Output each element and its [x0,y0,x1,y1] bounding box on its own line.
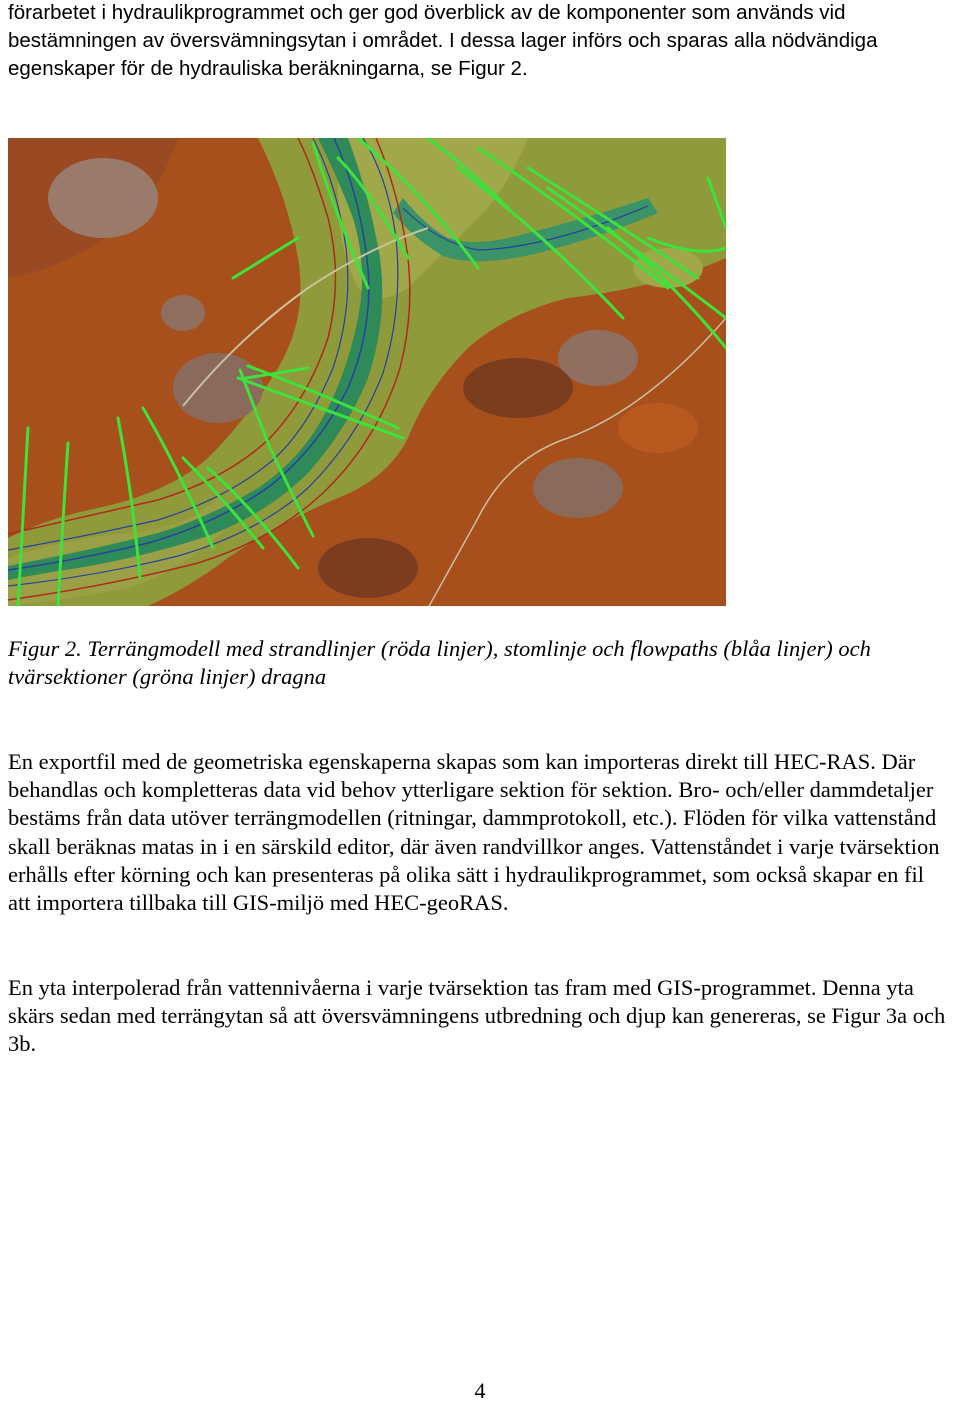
page-number: 4 [474,1378,486,1403]
dark-hill [318,538,418,598]
dark-hill [463,358,573,418]
figure-caption: Figur 2. Terrängmodell med strandlinjer (röda linjer), stomlinje och flowpaths (blåa linjer) och tvärsektioner (gröna linjer) dragna [8,636,871,690]
terrain-map [8,138,726,606]
body-paragraph: En exportfil med de geometriska egenskaperna skapas som kan importeras direkt till HEC-RAS. Där behandlas och kompletteras data vid behov ytterligare sektion för sektion. Bro- och/eller dammdetaljer bestäms från data utöver terrängmodellen (ritningar, dammprotokoll, etc.). Flöden för vilka vattenstånd skall beräknas matas in i en särskild editor, där även randvillkor anges. Vattenståndet i varje tvärsektion erhålls efter körning och kan presenteras på olika sätt i hydraulikprogrammet, som också skapar en fil att importera tillbaka till GIS-miljö med HEC-geoRAS. [8,749,940,916]
body-paragraph: En yta interpolerad från vattennivåerna i varje tvärsektion tas fram med GIS-programmet. Denna yta skärs sedan med terrängytan så att översvämningens utbredning och djup kan genereras, se Figur 3a och 3b. [8,975,946,1057]
hill [48,158,158,238]
terrain-model-figure [8,138,726,606]
hill [161,295,205,331]
intro-paragraph: förarbetet i hydraulikprogrammet och ger god överblick av de komponenter som används vid bestämningen av översvämningsytan i området. I dessa lager införs och sparas alla nödvändiga egenskaper för de hydrauliska beräkningarna, se Figur 2. [8,1,878,80]
hill [533,458,623,518]
upland-patch [618,403,698,453]
hill [173,353,263,423]
hill [558,330,638,386]
